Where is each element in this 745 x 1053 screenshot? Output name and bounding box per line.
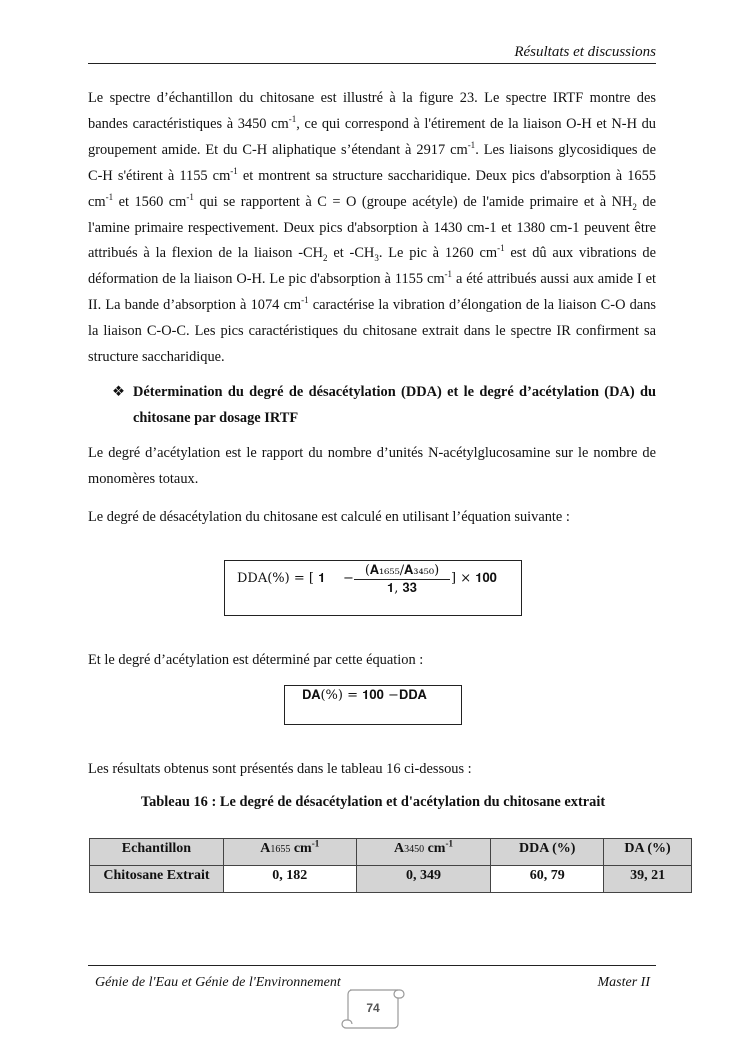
header-a1655: A1655 $cm^{-1}$: [223, 839, 356, 866]
cell-a1655: 0, 182: [223, 866, 356, 893]
table-caption: Tableau 16 : Le degré de désacétylation et d'acétylation du chitosane extrait: [140, 794, 606, 810]
running-header: Résultats et discussions: [514, 44, 656, 60]
cell-a3450: 0, 349: [356, 866, 491, 893]
header-a3450: A3450 $cm^{-1}$: [356, 839, 491, 866]
header-divider: [88, 63, 656, 64]
equation-dda-fraction: [354, 563, 450, 596]
header-echantillon: Echantillon: [90, 839, 224, 866]
equation-da: [284, 685, 462, 725]
section-heading: [112, 380, 656, 432]
cell-dda: 60, 79: [491, 866, 604, 893]
diamond-bullet-icon: ❖: [112, 384, 125, 400]
equation-dda-lhs: DDA(%) = [ 𝟏: [237, 571, 326, 586]
equation-dda-rhs: ] × 𝟏𝟎𝟎: [451, 571, 497, 586]
header-da: DA (%): [604, 839, 692, 866]
cell-sample: Chitosane Extrait: [90, 866, 224, 893]
header-dda: DDA (%): [491, 839, 604, 866]
equation-da-text: 𝐃𝐀(%) = 𝟏𝟎𝟎 −𝐃𝐃𝐀: [302, 688, 427, 703]
footer-department: Génie de l'Eau et Génie de l'Environnement: [95, 975, 341, 990]
section-heading-text: Détermination du degré de désacétylation (DDA) et le degré d’acétylation (DA) du chitosane par dosage IRTF: [133, 384, 656, 426]
paragraph-ir-spectrum: Le spectre d’échantillon du chitosane est illustré à la figure 23. Le spectre IRTF montre des bandes caractéristiques à 3450 $cm^{-1}$, ce qui correspond à l'étirement de la liaison O-H et N-H du groupement amide. Et du C-H aliphatique s’étendant à 2917 $cm^{-1}$. Les liaisons glycosidiques de C-H s'étirent à 1155 $cm^{-1}$ et montrent sa structure saccharidique. Deux pics d'absorption à 1655 $cm^{-1}$ et 1560 $cm^{-1}$ qui se rapportent à C = O (groupe acétyle) de l'amide primaire et à $NH_2$ de l'amine primaire respectivement. Deux pics d'absorption à 1430 cm-1 et 1380 cm-1 peuvent être attribués à la flexion de la liaison $-CH_2$ et $-CH_3$. Le pic à 1260 $cm^{-1}$ est dû aux vibrations de déformation de la liaison O-H. Le pic d'absorption à 1155 $cm^{-1}$ a été attribués aussi aux amide I et II. La bande d’absorption à 1074 $cm^{-1}$ caractérise la vibration d’élongation de la liaison C-O dans la liaison C-O-C. Les pics caractéristiques du chitosane extrait dans le spectre IR confirment sa structure saccharidique.: [88, 90, 657, 366]
equation-dda: [224, 560, 522, 616]
equation-dda-numerator: (𝐀₁₆₅₅/𝐀₃₄₅₀): [354, 563, 450, 580]
results-table: [89, 838, 692, 893]
equation-dda-denominator: 𝟏, 𝟑𝟑: [387, 581, 417, 596]
paragraph-da-definition: Le degré d’acétylation est le rapport du nombre d’unités N-acétylglucosamine sur le nombre de monomères totaux.: [88, 445, 656, 487]
paragraph-da-intro: Et le degré d’acétylation est déterminé par cette équation :: [88, 652, 424, 668]
table-header-row: [90, 839, 692, 866]
cell-da: 39, 21: [604, 866, 692, 893]
table-row: [90, 866, 692, 893]
paragraph-results-intro: Les résultats obtenus sont présentés dans le tableau 16 ci-dessous :: [88, 761, 472, 777]
footer-divider: [88, 965, 656, 966]
paragraph-dda-intro: Le degré de désacétylation du chitosane est calculé en utilisant l’équation suivante :: [88, 509, 570, 525]
footer-degree: Master II: [597, 975, 650, 990]
page-number: 74: [366, 1001, 380, 1015]
equation-dda-minus: −: [343, 571, 354, 586]
